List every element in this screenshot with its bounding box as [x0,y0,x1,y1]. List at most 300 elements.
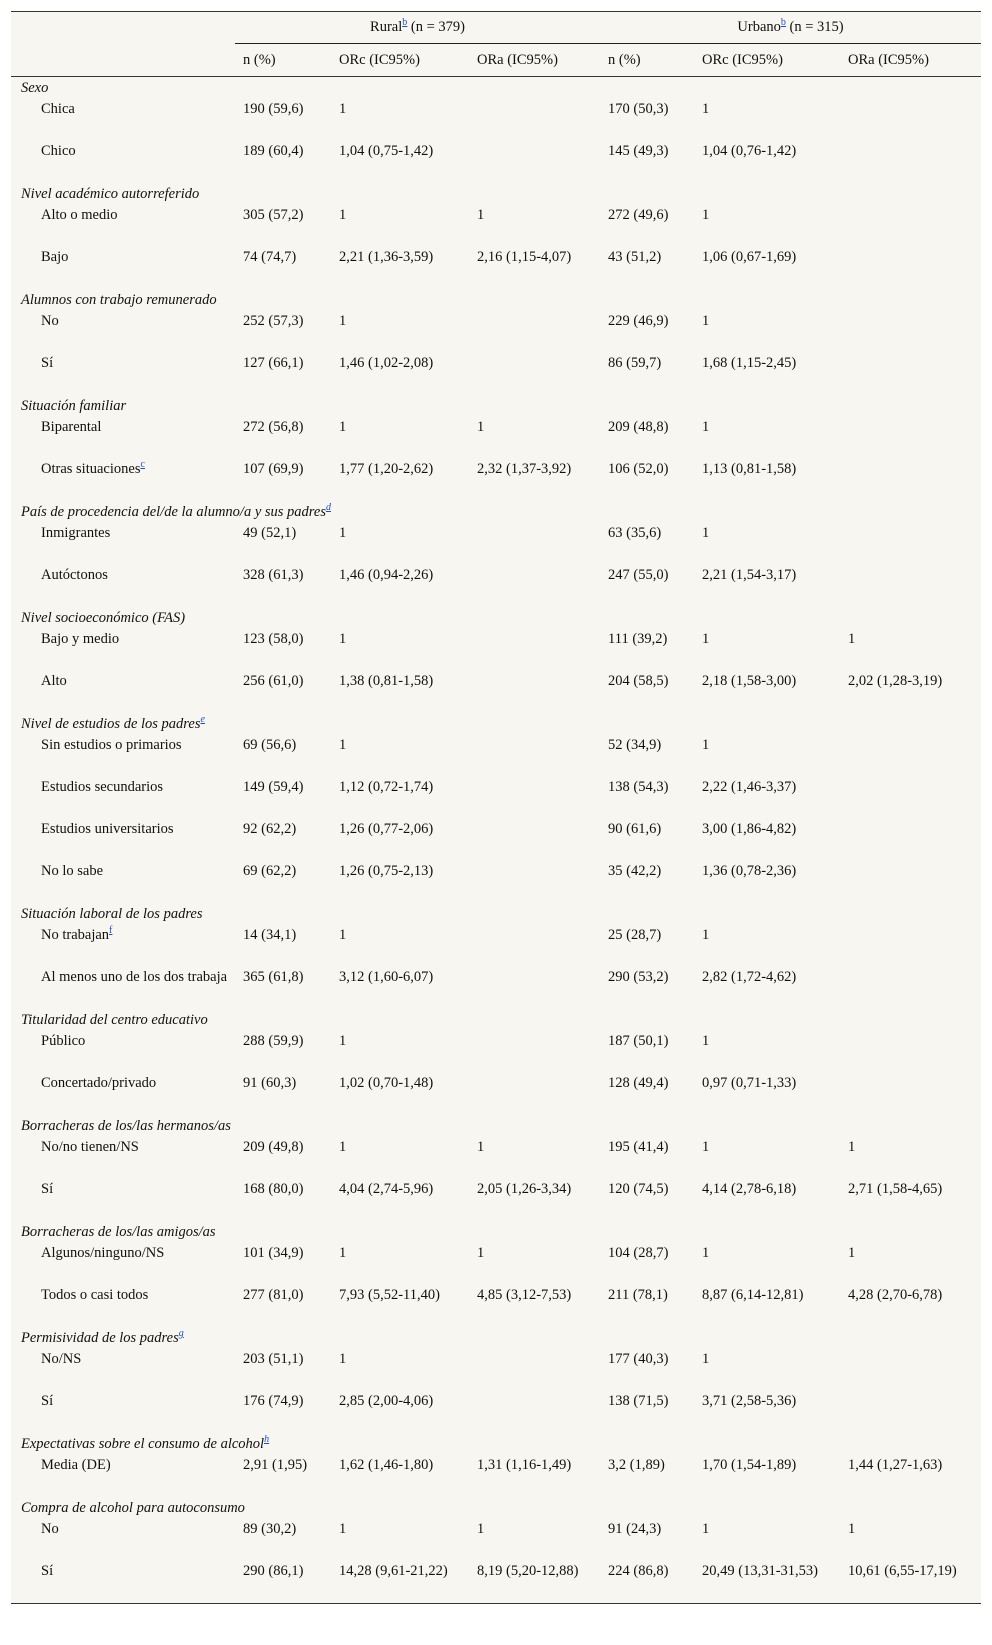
section-title-text: Titularidad del centro educativo [21,1012,208,1028]
section-title-text: Situación familiar [21,398,127,414]
section-title [11,1009,981,1031]
section-header-row [11,1115,981,1137]
urbano-n-cell: 204 (58,5) [608,673,669,689]
urbano-orc-cell: 1 [702,1351,710,1367]
table-row [11,1349,981,1391]
rural-n-cell: 89 (30,2) [243,1521,297,1537]
table-row [11,459,981,501]
section-title [11,395,981,417]
row-label [11,247,235,289]
row-label-text: Bajo [41,249,69,265]
urbano-ora-cell [840,1073,981,1115]
row-label [11,99,235,141]
rural-ora-cell: 8,19 (5,20-12,88) [469,1561,600,1604]
rural-n-cell: 69 (56,6) [243,737,297,753]
rural-orc-cell: 1 [339,207,347,223]
row-label-text: Sin estudios o primarios [41,737,182,753]
row-label [11,819,235,861]
urbano-n-cell: 170 (50,3) [608,101,669,117]
rural-n-cell: 189 (60,4) [243,143,304,159]
table-body [11,77,981,1604]
urbano-ora-cell [840,311,981,353]
urbano-ora-cell [840,777,981,819]
rural-orc-cell: 1,46 (0,94-2,26) [339,567,434,583]
rural-ora-cell: 2,05 (1,26-3,34) [477,1181,572,1197]
rural-orc-cell: 4,04 (2,74-5,96) [339,1181,434,1197]
table-row [11,565,981,607]
rural-n-cell: 69 (62,2) [243,863,297,879]
table-row [11,777,981,819]
section-title-text: Nivel académico autorreferido [21,186,200,202]
table-row [11,1561,981,1604]
rural-n-cell: 288 (59,9) [243,1033,304,1049]
row-label-text: Sí [41,1563,54,1579]
rural-n-cell: 92 (62,2) [243,821,297,837]
urbano-n-cell: 195 (41,4) [608,1139,669,1155]
urbano-n-cell: 272 (49,6) [608,207,669,223]
table-container [11,11,981,1604]
urbano-orc-cell: 3,71 (2,58-5,36) [702,1393,797,1409]
urbano-orc-cell: 2,18 (1,58-3,00) [702,673,797,689]
section-title-text: País de procedencia del/de la alumno/a y sus padres [21,504,326,520]
rural-orc-cell: 1 [339,927,347,943]
urbano-orc-cell: 1,13 (0,81-1,58) [702,461,797,477]
rural-ora-cell [469,967,600,1009]
row-label [11,967,235,1009]
header-blank-2 [11,44,235,77]
urbano-orc-cell: 2,21 (1,54-3,17) [702,567,797,583]
row-label [11,1285,235,1327]
rural-footnote-link[interactable]: b [402,17,408,29]
section-title-text: Borracheras de los/las hermanos/as [21,1118,231,1134]
table-row [11,417,981,459]
rural-n: (n = 379) [410,19,465,35]
row-label-text: Inmigrantes [41,525,111,541]
table-row [11,819,981,861]
urbano-n-cell: 145 (49,3) [608,143,669,159]
col-header-rural-orc: ORc (IC95%) [331,44,469,77]
rural-ora-cell: 2,16 (1,15-4,07) [477,249,572,265]
urbano-n-cell: 86 (59,7) [608,355,662,371]
urbano-n-cell: 290 (53,2) [608,969,669,985]
table-row [11,353,981,395]
rural-ora-cell: 1 [477,207,485,223]
urbano-ora-cell [840,141,981,183]
urbano-orc-cell: 1 [702,101,710,117]
rural-n-cell: 305 (57,2) [243,207,304,223]
urbano-orc-cell: 2,22 (1,46-3,37) [702,779,797,795]
section-title-text: Nivel de estudios de los padres [21,716,201,732]
rural-n-cell: 328 (61,3) [243,567,304,583]
rural-n-cell: 149 (59,4) [243,779,304,795]
urbano-n-cell: 35 (42,2) [608,863,662,879]
rural-ora-cell [469,925,600,967]
urbano-orc-cell: 1 [702,1033,710,1049]
section-header-row [11,713,981,735]
section-title [11,713,981,735]
rural-ora-cell [469,861,600,903]
row-label-text: No/NS [41,1351,82,1367]
table-row [11,1137,981,1179]
urbano-n-cell: 128 (49,4) [608,1075,669,1091]
row-label [11,1561,235,1604]
row-label-text: Sí [41,1393,54,1409]
urbano-n-cell: 177 (40,3) [608,1351,669,1367]
footnote-link[interactable]: h [264,1434,270,1446]
rural-n-cell: 176 (74,9) [243,1393,304,1409]
row-label-text: Concertado/privado [41,1075,157,1091]
rural-orc-cell: 1,02 (0,70-1,48) [339,1075,434,1091]
urbano-orc-cell: 2,82 (1,72-4,62) [702,969,797,985]
urbano-orc-cell: 1,04 (0,76-1,42) [702,143,797,159]
row-label [11,629,235,671]
urbano-orc-cell: 1,70 (1,54-1,89) [702,1457,797,1473]
section-title [11,1221,981,1243]
urbano-ora-cell [840,417,981,459]
urbano-ora-cell [840,1349,981,1391]
table-row [11,1455,981,1497]
rural-ora-cell: 4,85 (3,12-7,53) [477,1287,572,1303]
urbano-orc-cell: 1,06 (0,67-1,69) [702,249,797,265]
rural-orc-cell: 14,28 (9,61-21,22) [331,1561,469,1604]
urbano-orc-cell: 1 [702,1245,710,1261]
rural-n-cell: 272 (56,8) [243,419,304,435]
section-header-row [11,289,981,311]
rural-ora-cell [469,99,600,141]
urbano-ora-cell [840,1391,981,1433]
urbano-ora-cell: 2,71 (1,58-4,65) [848,1181,943,1197]
rural-n-cell: 91 (60,3) [243,1075,297,1091]
urbano-n-cell: 104 (28,7) [608,1245,669,1261]
rural-orc-cell: 1,12 (0,72-1,74) [339,779,434,795]
urbano-orc-cell: 1 [702,525,710,541]
rural-n-cell: 107 (69,9) [243,461,304,477]
urbano-label: Urbano [737,19,781,35]
row-label-text: Estudios universitarios [41,821,174,837]
urbano-n-cell: 91 (24,3) [608,1521,662,1537]
table-row [11,1243,981,1285]
rural-orc-cell: 2,21 (1,36-3,59) [339,249,434,265]
urbano-ora-cell [840,861,981,903]
row-label [11,565,235,607]
table-row [11,1031,981,1073]
table-row [11,735,981,777]
rural-n-cell: 101 (34,9) [243,1245,304,1261]
urbano-ora-cell [840,353,981,395]
rural-ora-cell [469,1073,600,1115]
table-row [11,247,981,289]
rural-orc-cell: 1 [339,101,347,117]
row-label [11,523,235,565]
table-row [11,1179,981,1221]
urbano-orc-cell: 1 [702,207,710,223]
rural-orc-cell: 1 [339,1521,347,1537]
rural-orc-cell: 1 [339,1245,347,1261]
urbano-ora-cell [840,925,981,967]
row-label-text: Al menos uno de los dos trabaja [41,969,228,985]
row-label-text: Media (DE) [41,1457,111,1473]
section-title-text: Alumnos con trabajo remunerado [21,292,217,308]
urbano-ora-cell: 1 [848,1521,856,1537]
urbano-n-cell: 224 (86,8) [600,1561,694,1604]
rural-ora-cell [469,523,600,565]
section-title-text: Situación laboral de los padres [21,906,203,922]
rural-orc-cell: 3,12 (1,60-6,07) [339,969,434,985]
section-title [11,1433,981,1455]
rural-orc-cell: 1 [339,737,347,753]
row-label [11,1349,235,1391]
rural-ora-cell: 1,31 (1,16-1,49) [477,1457,572,1473]
row-label [11,1073,235,1115]
section-header-row [11,1433,981,1455]
urbano-orc-cell: 8,87 (6,14-12,81) [702,1287,804,1303]
section-title-text: Expectativas sobre el consumo de alcohol [21,1436,265,1452]
group-header-rural [235,12,600,44]
rural-ora-cell: 1 [477,1521,485,1537]
table-row [11,1073,981,1115]
section-header-row [11,395,981,417]
section-header-row [11,77,981,100]
urbano-ora-cell: 1 [848,1245,856,1261]
section-title-text: Permisividad de los padres [21,1330,179,1346]
row-label-text: Sí [41,1181,54,1197]
urbano-ora-cell [840,99,981,141]
footnote-link[interactable]: d [325,502,331,514]
urbano-n-cell: 106 (52,0) [608,461,669,477]
rural-n-cell: 203 (51,1) [243,1351,304,1367]
urbano-orc-cell: 4,14 (2,78-6,18) [702,1181,797,1197]
row-label [11,141,235,183]
rural-orc-cell: 1,04 (0,75-1,42) [339,143,434,159]
rural-n-cell: 49 (52,1) [243,525,297,541]
table-row [11,99,981,141]
urbano-n-cell: 52 (34,9) [608,737,662,753]
urbano-ora-cell [840,459,981,501]
row-label-text: Chico [41,143,76,159]
section-title [11,77,981,100]
table-row [11,671,981,713]
section-title [11,289,981,311]
section-title-text: Borracheras de los/las amigos/as [21,1224,216,1240]
rural-orc-cell: 1 [339,1139,347,1155]
rural-n-cell: 74 (74,7) [243,249,297,265]
rural-orc-cell: 1 [339,631,347,647]
urbano-n-cell: 187 (50,1) [608,1033,669,1049]
rural-ora-cell: 1 [477,419,485,435]
urbano-orc-cell: 1 [702,631,710,647]
table-row [11,311,981,353]
row-label-text: Algunos/ninguno/NS [41,1245,165,1261]
section-title-text: Compra de alcohol para autoconsumo [21,1500,245,1516]
rural-n-cell: 277 (81,0) [243,1287,304,1303]
rural-n-cell: 14 (34,1) [243,927,297,943]
rural-n-cell: 290 (86,1) [235,1561,331,1604]
urbano-ora-cell: 1,44 (1,27-1,63) [848,1457,943,1473]
rural-orc-cell: 1 [339,1033,347,1049]
section-header-row [11,903,981,925]
rural-n-cell: 2,91 (1,95) [243,1457,308,1473]
row-label-text: No trabajan [41,927,110,943]
rural-ora-cell [469,735,600,777]
footnote-link[interactable]: g [178,1328,184,1340]
row-label [11,1519,235,1561]
urbano-ora-cell [840,967,981,1009]
col-header-urbano-n: n (%) [600,44,694,77]
rural-ora-cell [469,311,600,353]
table-row [11,1519,981,1561]
table-row [11,205,981,247]
urbano-orc-cell: 1 [702,737,710,753]
footnote-link[interactable]: f [109,925,113,937]
row-label [11,459,235,501]
row-label-text: No/no tienen/NS [41,1139,139,1155]
row-label [11,417,235,459]
urbano-n-cell: 138 (71,5) [608,1393,669,1409]
urbano-ora-cell: 2,02 (1,28-3,19) [848,673,943,689]
rural-orc-cell: 1 [339,419,347,435]
col-header-rural-n: n (%) [235,44,331,77]
rural-orc-cell: 1,26 (0,75-2,13) [339,863,434,879]
table-row [11,967,981,1009]
row-label-text: Biparental [41,419,102,435]
row-label-text: No [41,313,59,329]
rural-ora-cell [469,1391,600,1433]
urbano-n-cell: 229 (46,9) [608,313,669,329]
section-title [11,501,981,523]
section-title [11,1327,981,1349]
section-header-row [11,607,981,629]
urbano-orc-cell: 3,00 (1,86-4,82) [702,821,797,837]
row-label-text: Todos o casi todos [41,1287,149,1303]
section-header-row [11,501,981,523]
table-row [11,629,981,671]
rural-ora-cell [469,353,600,395]
urbano-orc-cell: 1,36 (0,78-2,36) [702,863,797,879]
row-label [11,861,235,903]
rural-ora-cell [469,1031,600,1073]
section-header-row [11,1221,981,1243]
col-header-rural-ora: ORa (IC95%) [469,44,600,77]
rural-orc-cell: 1,77 (1,20-2,62) [339,461,434,477]
urbano-ora-cell [840,565,981,607]
rural-n-cell: 252 (57,3) [243,313,304,329]
footnote-link[interactable]: c [140,459,145,471]
group-header-urbano [600,12,981,44]
rural-n-cell: 127 (66,1) [243,355,304,371]
rural-ora-cell: 2,32 (1,37-3,92) [477,461,572,477]
col-header-urbano-orc: ORc (IC95%) [694,44,840,77]
urbano-n-cell: 63 (35,6) [608,525,662,541]
urbano-ora-cell: 10,61 (6,55-17,19) [840,1561,981,1604]
row-label-text: No [41,1521,59,1537]
results-table [11,11,981,1604]
section-title-text: Sexo [21,80,49,96]
row-label-text: Sí [41,355,54,371]
rural-n-cell: 168 (80,0) [243,1181,304,1197]
section-title [11,607,981,629]
urbano-footnote-link[interactable]: b [780,17,786,29]
urbano-n-cell: 90 (61,6) [608,821,662,837]
rural-ora-cell [469,777,600,819]
urbano-n-cell: 3,2 (1,89) [608,1457,665,1473]
urbano-ora-cell [840,205,981,247]
urbano-orc-cell: 0,97 (0,71-1,33) [702,1075,797,1091]
table-row [11,925,981,967]
urbano-n-cell: 25 (28,7) [608,927,662,943]
rural-n-cell: 123 (58,0) [243,631,304,647]
row-label-text: No lo sabe [41,863,104,879]
row-label [11,671,235,713]
urbano-ora-cell: 1 [848,631,856,647]
row-label [11,1243,235,1285]
row-label [11,1179,235,1221]
row-label [11,1391,235,1433]
section-header-row [11,1327,981,1349]
rural-ora-cell [469,1349,600,1391]
table-row [11,861,981,903]
urbano-n-cell: 43 (51,2) [608,249,662,265]
rural-orc-cell: 1,62 (1,46-1,80) [339,1457,434,1473]
row-label [11,353,235,395]
row-label-text: Alto o medio [41,207,118,223]
row-label [11,1137,235,1179]
urbano-ora-cell: 1 [848,1139,856,1155]
row-label [11,1455,235,1497]
section-title-text: Nivel socioeconómico (FAS) [21,610,186,626]
rural-n-cell: 190 (59,6) [243,101,304,117]
rural-orc-cell: 1 [339,1351,347,1367]
rural-ora-cell [469,629,600,671]
urbano-n-cell: 120 (74,5) [608,1181,669,1197]
urbano-orc-cell: 1 [702,419,710,435]
section-header-row [11,1497,981,1519]
section-header-row [11,183,981,205]
table-row [11,1285,981,1327]
rural-ora-cell [469,565,600,607]
row-label-text: Otras situaciones [41,461,141,477]
row-label-text: Chica [41,101,75,117]
row-label-text: Autóctonos [41,567,108,583]
urbano-orc-cell: 1 [702,1139,710,1155]
section-title [11,1497,981,1519]
urbano-orc-cell: 1 [702,1521,710,1537]
table-header [11,12,981,77]
rural-orc-cell: 2,85 (2,00-4,06) [339,1393,434,1409]
rural-ora-cell [469,671,600,713]
rural-orc-cell: 1,46 (1,02-2,08) [339,355,434,371]
rural-ora-cell [469,819,600,861]
urbano-orc-cell: 1 [702,927,710,943]
rural-n-cell: 256 (61,0) [243,673,304,689]
urbano-n-cell: 211 (78,1) [608,1287,668,1303]
rural-orc-cell: 1 [339,313,347,329]
urbano-n-cell: 138 (54,3) [608,779,669,795]
footnote-link[interactable]: e [200,714,205,726]
row-label [11,1031,235,1073]
row-label [11,205,235,247]
urbano-ora-cell [840,819,981,861]
row-label-text: Alto [41,673,67,689]
row-label-text: Estudios secundarios [41,779,164,795]
urbano-n-cell: 111 (39,2) [608,631,668,647]
rural-ora-cell [469,141,600,183]
section-title [11,1115,981,1137]
urbano-ora-cell [840,735,981,777]
urbano-ora-cell: 4,28 (2,70-6,78) [848,1287,943,1303]
section-title [11,183,981,205]
rural-n-cell: 365 (61,8) [243,969,304,985]
rural-label: Rural [370,19,403,35]
